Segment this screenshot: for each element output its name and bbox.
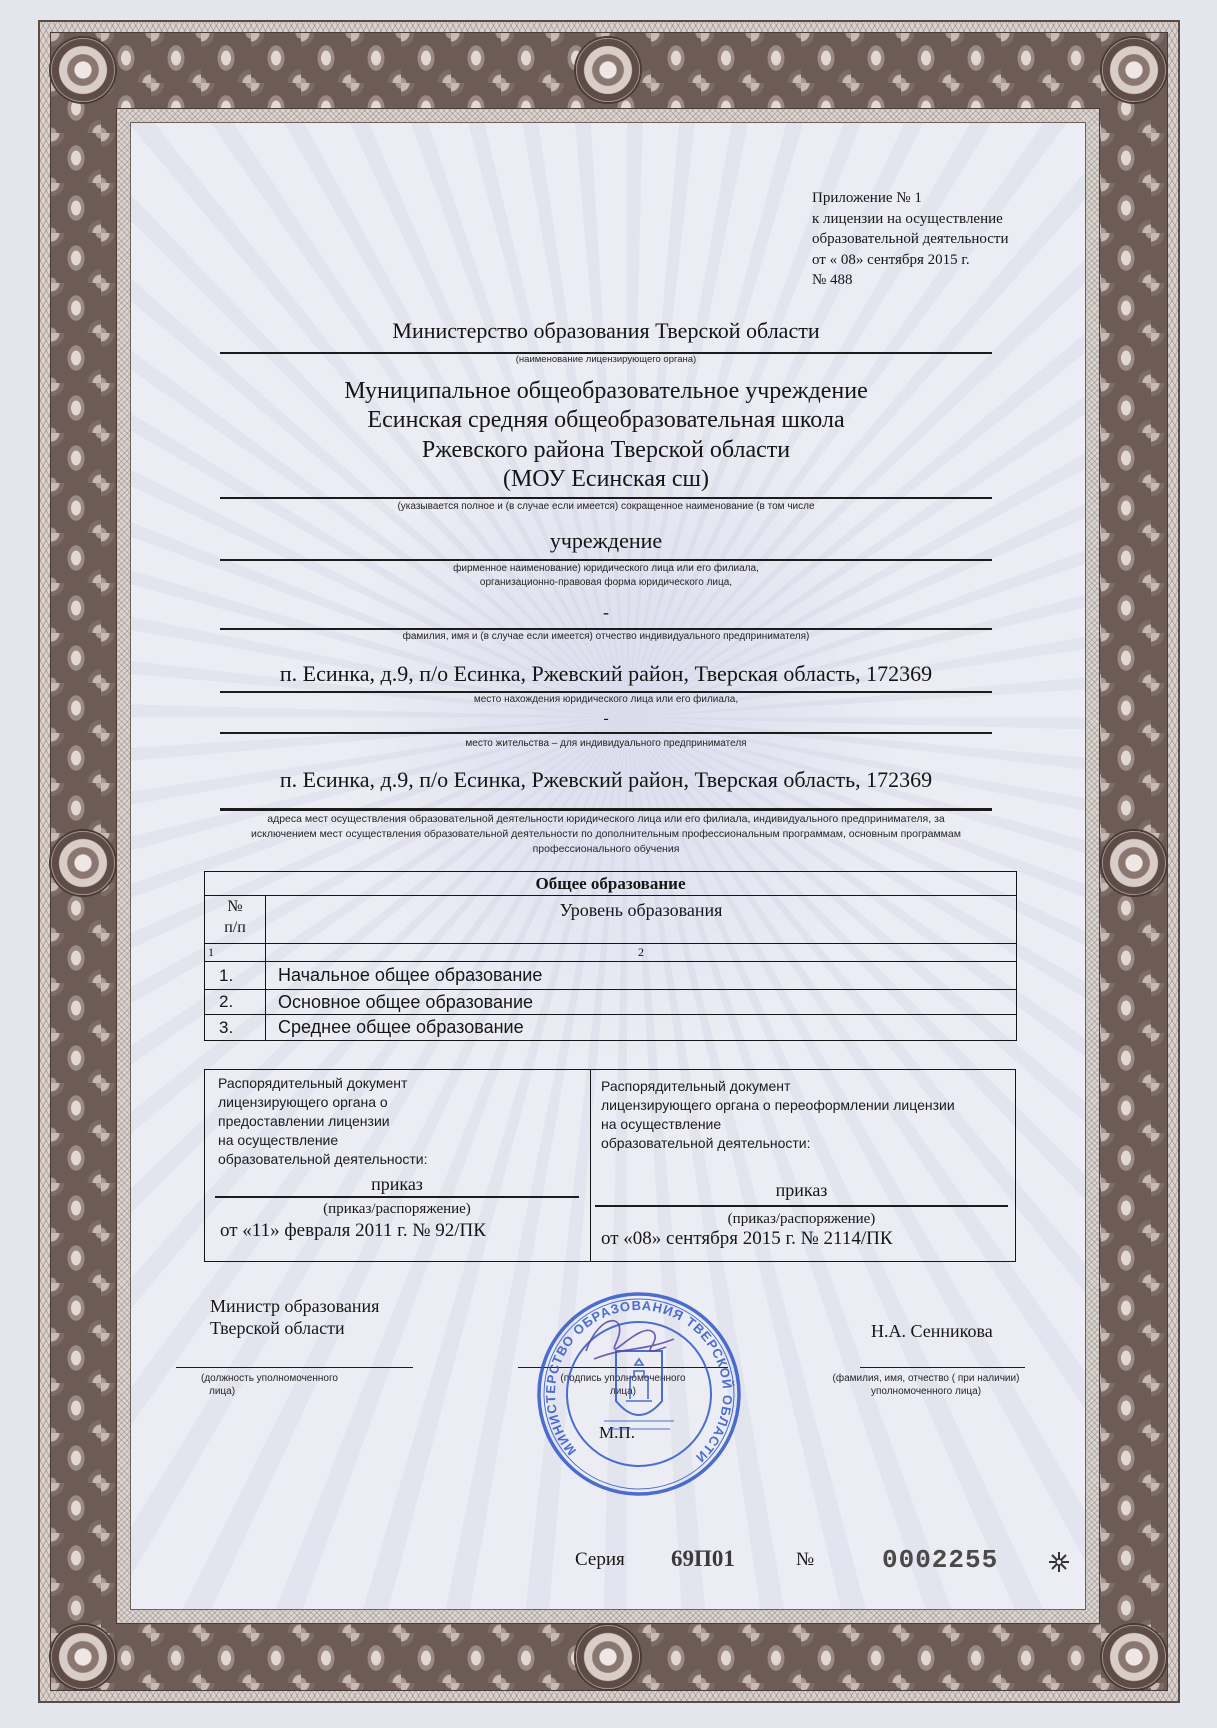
- row-number: 2.: [205, 990, 266, 1015]
- education-level: Среднее общее образование: [266, 1015, 1017, 1041]
- grant-order-caption: (приказ/распоряжение): [323, 1201, 471, 1217]
- stamp-ring-text: [543, 1298, 735, 1466]
- name-caption-line: уполномоченного лица): [870, 1386, 982, 1397]
- field-caption-line: организационно-правовая форма юридического лица,: [479, 577, 733, 588]
- grant-order-description: [218, 1074, 428, 1169]
- column-header-number-line: п/п: [224, 919, 246, 936]
- table-header-row: [205, 896, 1017, 944]
- field-caption: [220, 812, 992, 857]
- table-title-row: [205, 872, 1017, 896]
- column-index: 1: [205, 944, 266, 962]
- order-description-line: Распорядительный документ: [601, 1078, 791, 1094]
- grant-order-type: приказ: [371, 1174, 423, 1194]
- licensee-name-line: Ржевского района Тверской области: [421, 436, 791, 463]
- column-index: 2: [266, 944, 1017, 962]
- licensee-short-name: (МОУ Есинская сш): [502, 465, 710, 492]
- row-number: 3.: [205, 1015, 266, 1041]
- seal-label: М.П.: [599, 1423, 635, 1442]
- column-header-level: Уровень образования: [266, 896, 1017, 944]
- handwritten-signature: [586, 1321, 674, 1359]
- grant-order-date: от «11» февраля 2011 г. № 92/ПК: [220, 1220, 486, 1241]
- field-caption: [220, 562, 992, 590]
- education-level: Начальное общее образование: [266, 962, 1017, 990]
- frame-corner-rosette: [51, 38, 115, 102]
- name-caption-line: (фамилия, имя, отчество ( при наличии): [832, 1373, 1020, 1384]
- orders-divider: [590, 1069, 591, 1262]
- field-caption-line: исключением мест осуществления образовательной деятельности по дополнительным профессиональным программам, основным программам: [251, 828, 961, 840]
- education-levels-table: [204, 871, 1017, 1041]
- official-stamp: [534, 1289, 744, 1499]
- education-level: Основное общее образование: [266, 990, 1017, 1015]
- stamp-outer-ring: [539, 1294, 739, 1494]
- signature-caption-line: (подпись уполномоченного: [560, 1373, 686, 1384]
- entrepreneur-name-value: -: [603, 602, 609, 622]
- table-title: Общее образование: [205, 872, 1017, 896]
- order-description-line: образовательной деятельности:: [218, 1151, 428, 1167]
- frame-corner-rosette: [1102, 38, 1166, 102]
- appendix-line: № 488: [812, 272, 853, 289]
- row-number: 1.: [205, 962, 266, 990]
- position-caption-line: (должность уполномоченного: [201, 1373, 338, 1384]
- order-description-line: на осуществление: [218, 1132, 339, 1148]
- frame-edge-rosette: [1102, 831, 1166, 895]
- reissue-order-type: приказ: [775, 1180, 828, 1200]
- licensee-name-block: [220, 377, 992, 494]
- tower-icon: [626, 1359, 652, 1401]
- frame-corner-rosette: [51, 1625, 115, 1689]
- licensee-name-line: Есинская средняя общеобразовательная школа: [367, 407, 845, 434]
- table-row: [205, 962, 1017, 990]
- frame-edge-rosette: [51, 831, 115, 895]
- frame-edge-rosette: [576, 1625, 640, 1689]
- signatory-position-line: Тверской области: [210, 1318, 345, 1338]
- field-caption: фамилия, имя и (в случае если имеется) отчество индивидуального предпринимателя): [402, 631, 810, 642]
- frame-corner-rosette: [1102, 1625, 1166, 1689]
- appendix-line: к лицензии на осуществление: [812, 210, 1003, 227]
- form-number-value: 0002255: [882, 1545, 999, 1575]
- order-description-line: образовательной деятельности:: [601, 1135, 811, 1151]
- reissue-order-caption: (приказ/распоряжение): [727, 1211, 876, 1227]
- snowflake-icon: [1047, 1550, 1071, 1574]
- number-label: №: [796, 1549, 815, 1570]
- column-index-row: [205, 944, 1017, 962]
- order-description-line: Распорядительный документ: [218, 1075, 408, 1091]
- coat-of-arms-icon: [616, 1351, 662, 1415]
- underline: [220, 559, 992, 561]
- series-label: Серия: [575, 1549, 625, 1570]
- field-caption: место нахождения юридического лица или его филиала,: [473, 694, 739, 705]
- position-caption: [201, 1372, 338, 1398]
- column-header-number-line: №: [227, 898, 243, 915]
- appendix-line: образовательной деятельности: [812, 231, 1009, 248]
- signatory-position: [210, 1295, 379, 1339]
- appendix-line: от « 08» сентября 2015 г.: [812, 251, 970, 268]
- underline: [595, 1205, 1008, 1207]
- underline: [215, 1196, 579, 1198]
- licensing-authority-name: Министерство образования Тверской области: [392, 318, 820, 343]
- name-caption: [821, 1372, 1031, 1398]
- underline: [220, 808, 992, 811]
- licensee-name-line: Муниципальное общеобразовательное учреждение: [344, 378, 868, 404]
- reissue-order-date: от «08» сентября 2015 г. № 2114/ПК: [601, 1228, 893, 1249]
- signatory-position-line: Министр образования: [210, 1296, 380, 1316]
- field-caption: место жительства – для индивидуального предпринимателя: [465, 738, 747, 749]
- reissue-order-description: [601, 1077, 955, 1153]
- series-value: 69П01: [671, 1546, 735, 1571]
- field-caption-line: адреса мест осуществления образовательной деятельности юридического лица или его филиала, индивидуального предпринимателя, за: [267, 813, 945, 825]
- underline: [860, 1367, 1025, 1368]
- underline: [220, 628, 992, 630]
- stamp-decor-lines: [604, 1421, 674, 1429]
- underline: [220, 691, 992, 693]
- legal-address-value: п. Есинка, д.9, п/о Есинка, Ржевский район, Тверская область, 172369: [279, 661, 933, 686]
- field-caption-line: профессионального обучения: [532, 843, 680, 855]
- order-description-line: лицензирующего органа о переоформлении лицензии: [601, 1097, 955, 1113]
- appendix-reference: [812, 188, 1052, 291]
- field-caption: (указывается полное и (в случае если имеется) сокращенное наименование (в том числе: [397, 501, 815, 512]
- residence-value: -: [603, 710, 609, 727]
- underline: [176, 1367, 413, 1368]
- table-row: [205, 1015, 1017, 1041]
- order-description-line: предоставлении лицензии: [218, 1113, 390, 1129]
- activity-address-value: п. Есинка, д.9, п/о Есинка, Ржевский район, Тверская область, 172369: [279, 767, 933, 792]
- field-caption-line: фирменное наименование) юридического лица или его филиала,: [453, 563, 759, 574]
- organisational-form-value: учреждение: [549, 528, 663, 553]
- appendix-line: Приложение № 1: [812, 190, 922, 206]
- frame-edge-rosette: [576, 38, 640, 102]
- underline: [220, 497, 992, 499]
- stamp-ring-text-path: МИНИСТЕРСТВО ОБРАЗОВАНИЯ ТВЕРСКОЙ ОБЛАСТИ: [542, 1297, 736, 1466]
- position-caption-line: лица): [209, 1386, 236, 1397]
- order-description-line: лицензирующего органа о: [218, 1094, 388, 1110]
- column-header-number: [205, 896, 266, 944]
- order-description-line: на осуществление: [601, 1116, 722, 1132]
- signature-caption-line: лица): [609, 1386, 637, 1397]
- field-caption: (наименование лицензирующего органа): [515, 354, 697, 365]
- table-row: [205, 990, 1017, 1015]
- underline: [220, 732, 992, 734]
- signatory-name: Н.А. Сенникова: [871, 1321, 993, 1341]
